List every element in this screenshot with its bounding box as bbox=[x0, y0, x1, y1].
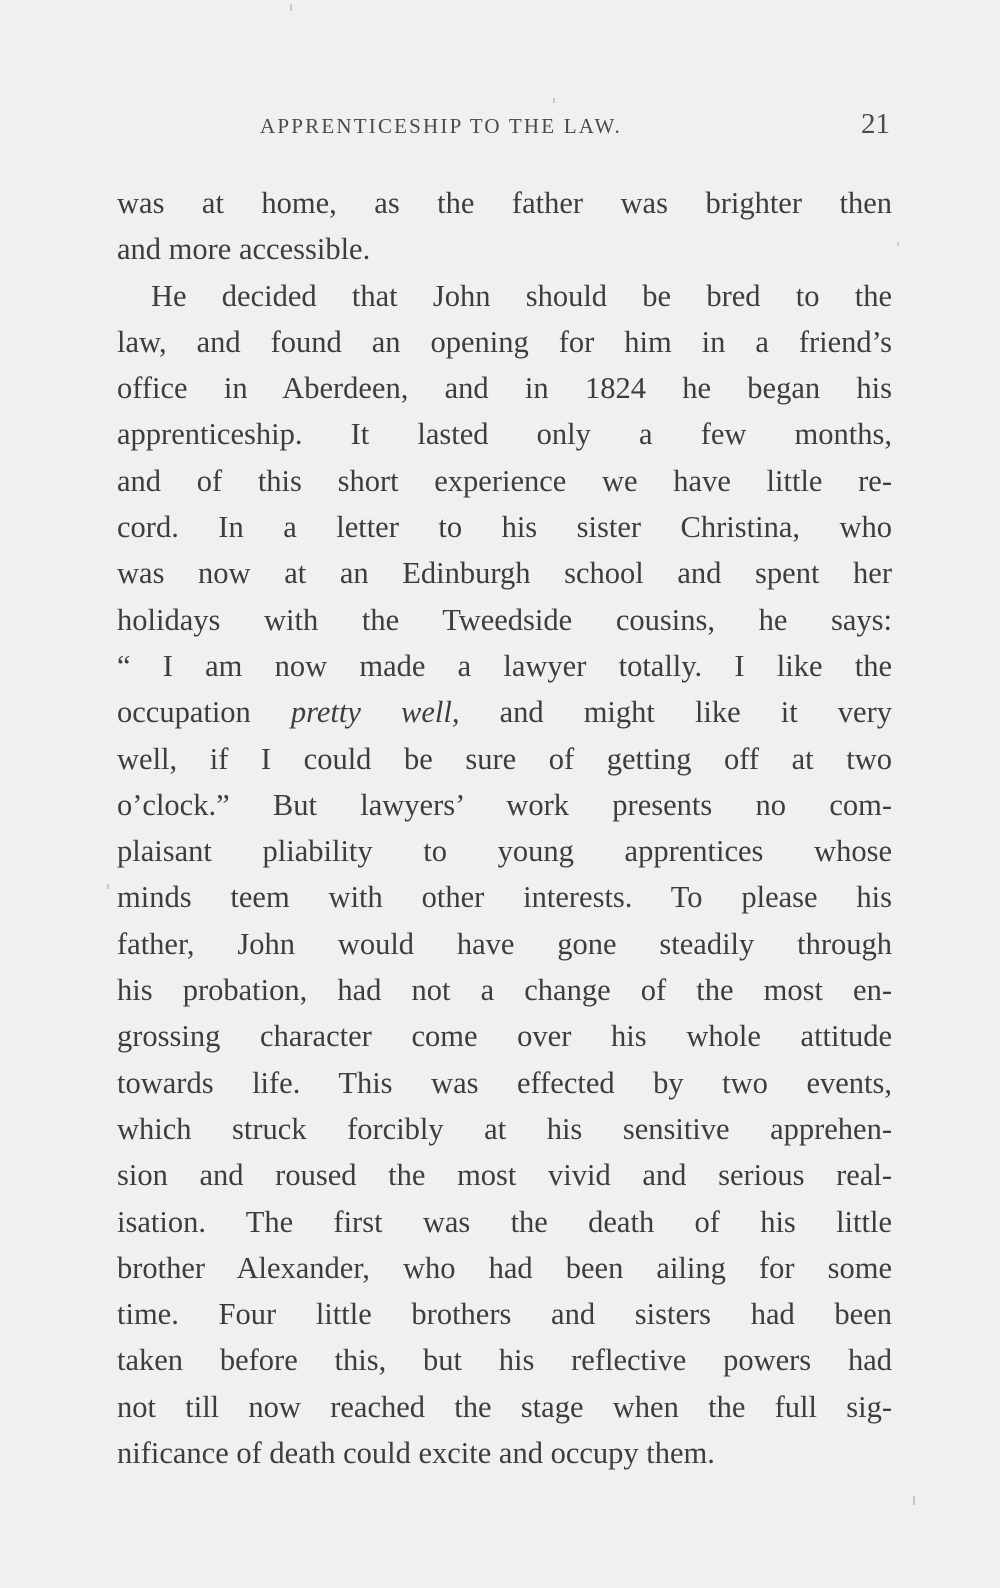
text-line: time. Four little brothers and sisters had been bbox=[117, 1297, 892, 1332]
text-line: taken before this, but his reflective powers had bbox=[117, 1343, 892, 1378]
text-line: not till now reached the stage when the full sig- bbox=[117, 1389, 892, 1424]
text-fragment: occupation bbox=[117, 695, 251, 730]
text-line: minds teem with other interests. To please his bbox=[117, 880, 892, 915]
paper-speck bbox=[913, 1496, 915, 1505]
text-line: office in Aberdeen, and in 1824 he began his bbox=[117, 371, 892, 406]
running-head bbox=[117, 108, 892, 144]
text-line: well, if I could be sure of getting off at two bbox=[117, 741, 892, 776]
text-line: brother Alexander, who had been ailing for some bbox=[117, 1250, 892, 1285]
paper-speck bbox=[897, 242, 899, 246]
text-line: towards life. This was effected by two events, bbox=[117, 1065, 892, 1100]
text-line: and more accessible. bbox=[117, 232, 371, 267]
text-line: plaisant pliability to young apprentices whose bbox=[117, 834, 892, 869]
paper-speck bbox=[107, 884, 109, 889]
text-line: sion and roused the most vivid and serious real- bbox=[117, 1158, 892, 1193]
italic-phrase: pretty well, bbox=[290, 695, 460, 730]
text-line: was now at an Edinburgh school and spent her bbox=[117, 556, 892, 591]
text-line: grossing character come over his whole attitude bbox=[117, 1019, 892, 1054]
text-line: and of this short experience we have little re- bbox=[117, 463, 892, 498]
paper-speck bbox=[553, 98, 555, 103]
text-line: isation. The first was the death of his little bbox=[117, 1204, 892, 1239]
text-line: his probation, had not a change of the most en- bbox=[117, 973, 892, 1008]
text-line: father, John would have gone steadily through bbox=[117, 926, 892, 961]
text-line: cord. In a letter to his sister Christina, who bbox=[117, 510, 892, 545]
running-title: APPRENTICESHIP TO THE LAW. bbox=[260, 114, 622, 138]
text-line: which struck forcibly at his sensitive apprehen- bbox=[117, 1111, 892, 1146]
text-line: nificance of death could excite and occupy them. bbox=[117, 1436, 715, 1471]
text-line: “ I am now made a lawyer totally. I like the bbox=[117, 648, 892, 683]
text-line: law, and found an opening for him in a friend’s bbox=[117, 324, 892, 359]
text-line: o’clock.” But lawyers’ work presents no com- bbox=[117, 787, 892, 822]
text-line-with-italic bbox=[117, 689, 892, 735]
text-line: apprenticeship. It lasted only a few months, bbox=[117, 417, 892, 452]
text-line: holidays with the Tweedside cousins, he says: bbox=[117, 602, 892, 637]
text-line: He decided that John should be bred to the bbox=[151, 278, 892, 313]
text-line: was at home, as the father was brighter then bbox=[117, 186, 892, 220]
text-fragment: and might like it very bbox=[499, 695, 893, 730]
page-number: 21 bbox=[861, 108, 890, 140]
paper-speck bbox=[290, 4, 292, 11]
body-text bbox=[117, 180, 892, 1476]
